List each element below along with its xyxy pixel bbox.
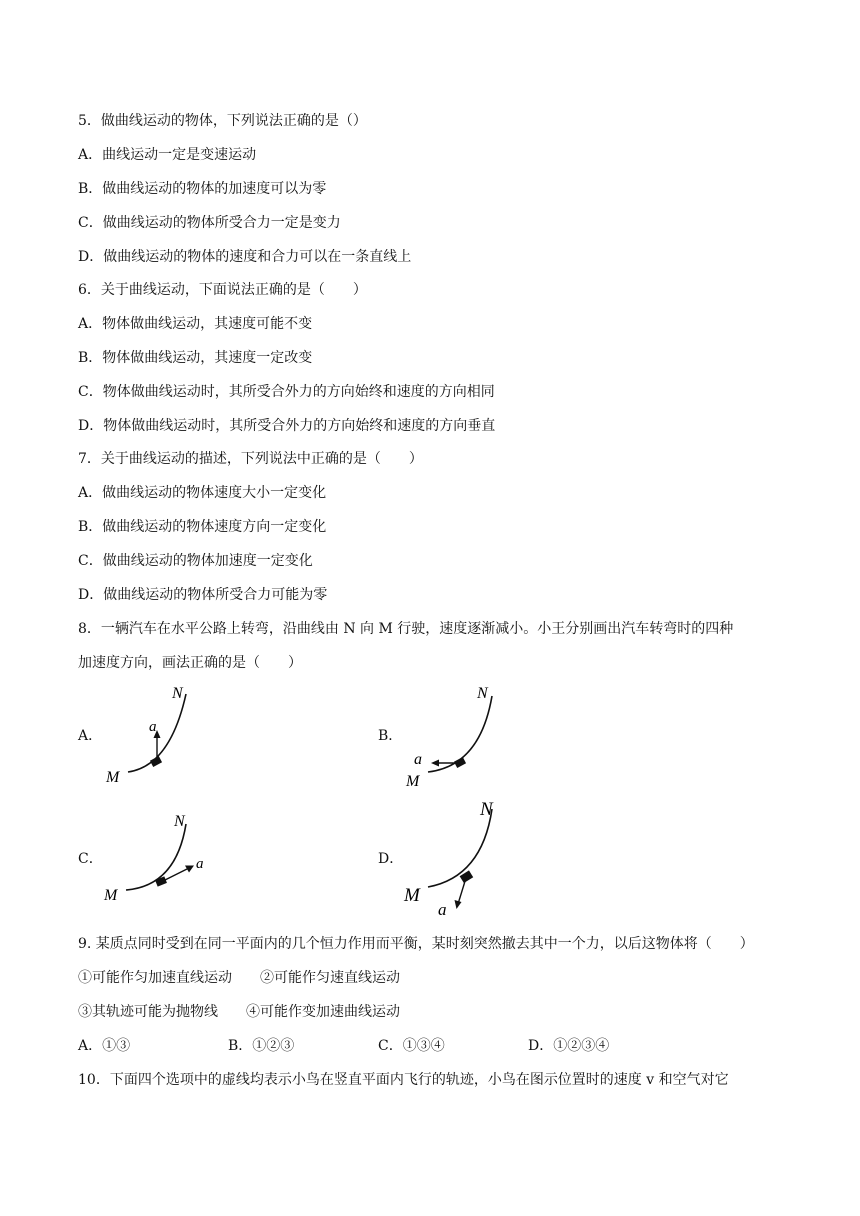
q8-option-d-label: D．	[378, 851, 404, 867]
q8-stem-line1: 8．一辆汽车在水平公路上转弯，沿曲线由 N 向 M 行驶，速度逐渐减小。小王分别画出汽车转弯时的四种	[78, 621, 734, 637]
q8-option-a-label: A．	[78, 728, 103, 744]
q9-choice-b: B．①②③	[228, 1038, 295, 1054]
label-n: N	[172, 685, 183, 702]
accel-arrow	[161, 868, 189, 882]
label-a: a	[196, 856, 204, 872]
q6-option-c: C．物体做曲线运动时，其所受合外力的方向始终和速度的方向相同	[78, 384, 495, 400]
q9-choice-d: D．①②③④	[528, 1038, 610, 1054]
q5-option-d: D．做曲线运动的物体的速度和合力可以在一条直线上	[78, 249, 412, 265]
accel-arrowhead	[455, 900, 462, 909]
q9-statements-line1: ①可能作匀加速直线运动 ②可能作匀速直线运动	[78, 970, 400, 986]
label-a: a	[414, 751, 422, 768]
q8-stem-line2: 加速度方向，画法正确的是（ ）	[78, 655, 302, 671]
label-m: M	[106, 769, 120, 786]
label-m: M	[406, 773, 420, 790]
q7-stem: 7．关于曲线运动的描述，下列说法中正确的是（ ）	[78, 451, 423, 467]
q9-stem: 9. 某质点同时受到在同一平面内的几个恒力作用而平衡，某时刻突然撤去其中一个力，以后这物体将（ ）	[78, 936, 754, 952]
q8-figure-c	[100, 810, 220, 910]
label-a: a	[438, 900, 447, 919]
q6-option-a: A．物体做曲线运动，其速度可能不变	[78, 316, 313, 332]
q8-option-c-label: C．	[78, 851, 103, 867]
q6-option-b: B．物体做曲线运动，其速度一定改变	[78, 350, 313, 366]
label-m: M	[404, 885, 420, 906]
q7-option-c: C．做曲线运动的物体加速度一定变化	[78, 553, 313, 569]
q6-stem: 6．关于曲线运动，下面说法正确的是（ ）	[78, 282, 367, 298]
curve-path	[428, 809, 492, 887]
q9-choice-c: C．①③④	[378, 1038, 445, 1054]
q6-option-d: D．物体做曲线运动时，其所受合外力的方向始终和速度的方向垂直	[78, 418, 496, 434]
q5-option-b: B．做曲线运动的物体的加速度可以为零	[78, 181, 327, 197]
q9-choice-a: A．①③	[78, 1038, 131, 1054]
q5-stem: 5．做曲线运动的物体，下列说法正确的是（）	[78, 113, 367, 129]
q5-option-c: C．做曲线运动的物体所受合力一定是变力	[78, 215, 341, 231]
label-n: N	[477, 685, 488, 702]
car-block	[150, 756, 162, 767]
q8-figure-b	[400, 682, 510, 792]
q8-figure-d	[400, 795, 510, 920]
q7-option-a: A．做曲线运动的物体速度大小一定变化	[78, 485, 327, 501]
q7-option-b: B．做曲线运动的物体速度方向一定变化	[78, 519, 327, 535]
q5-option-a: A．曲线运动一定是变速运动	[78, 147, 257, 163]
q7-option-d: D．做曲线运动的物体所受合力可能为零	[78, 587, 328, 603]
label-n: N	[480, 799, 493, 820]
label-m: M	[104, 887, 118, 904]
label-n: N	[174, 813, 185, 830]
q10-stem: 10．下面四个选项中的虚线均表示小鸟在竖直平面内飞行的轨迹，小鸟在图示位置时的速度 v 和空气对它	[78, 1072, 729, 1088]
q8-figure-a	[100, 684, 210, 794]
accel-arrowhead	[431, 760, 439, 767]
q8-option-b-label: B．	[378, 728, 403, 744]
accel-arrow	[458, 878, 466, 904]
label-a: a	[149, 719, 157, 735]
q9-statements-line2: ③其轨迹可能为抛物线 ④可能作变加速曲线运动	[78, 1004, 400, 1020]
